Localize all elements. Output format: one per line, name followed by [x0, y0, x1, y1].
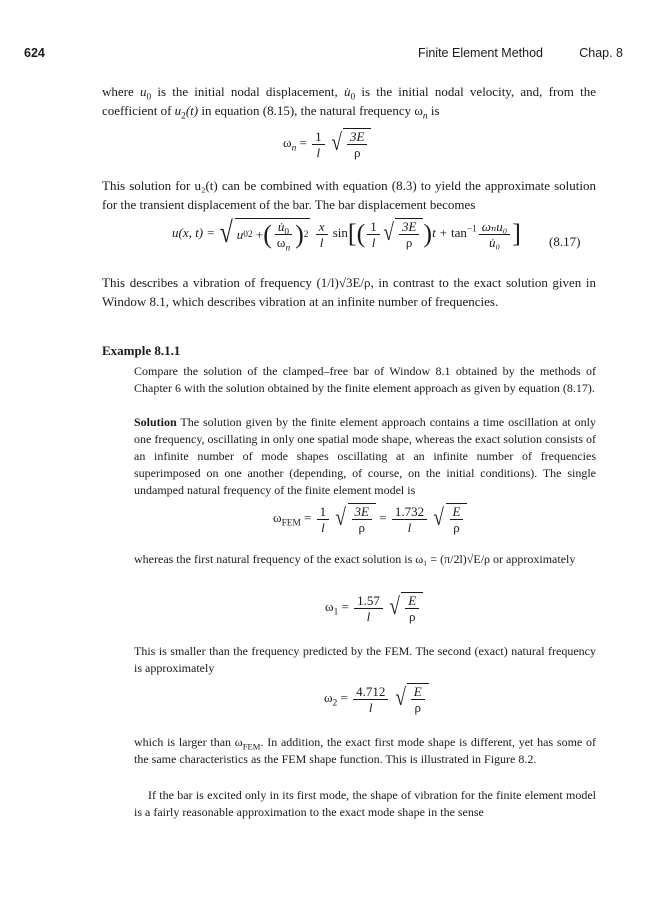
chapter-label: Chap. 8	[579, 46, 623, 60]
paragraph-solution: This solution for u₂(t) can be combined with equation (8.3) to yield the approximate solution for the transient displacement of the bar. The bar displacement becomes	[102, 178, 596, 212]
page-number: 624	[24, 46, 45, 60]
example-larger-text: which is larger than $\omega_{FEM}$. In addition, the exact first mode shape is different, yet has some of the same characteristics as the FEM shape function. This is illustrated in Figure 8.2.	[134, 735, 596, 766]
example-exact-frequency: whereas the first natural frequency of the exact solution is ω₁ = (π/2l)√E/ρ or approximately	[134, 552, 576, 566]
paragraph-intro: where $u_0$ is the initial nodal displacement, $u̇_0$ is the initial nodal velocity, and, from the coefficient of $u_2(t)$ in equation (8.15), the natural frequency $\omega_n$ is	[102, 84, 596, 122]
paragraph-vibration: This describes a vibration of frequency (1/l)√3E/ρ, in contrast to the exact solution given in Window 8.1, which describes vibration at an infinite number of frequencies.	[102, 275, 596, 309]
example-first-mode-text: If the bar is excited only in its first mode, the shape of vibration for the finite element model is a fairly reasonable approximation to the exact mode shape in the sense	[134, 788, 596, 819]
example-statement: Compare the solution of the clamped–free bar of Window 8.1 obtained by the methods of Chapter 6 with the solution obtained by the finite element approach as given by equation (8.17).	[134, 364, 596, 395]
equation-omega-1: $\omega_1$ = $\frac{1.57}{l}$ √ $\frac{E}{\rho}$	[325, 592, 423, 624]
example-smaller-text: This is smaller than the frequency predicted by the FEM. The second (exact) natural frequency is approximately	[134, 644, 596, 675]
example-title: Example 8.1.1	[102, 343, 181, 358]
equation-8-17: u(x, t) = √ u 0 2 + ( $\frac{u̇_0}{\omega_n}$ ) 2 $\frac{x}{l}$ sin[( $\frac{1}{l}$ √ $\frac{3E}{\rho}$ )$t + \tan^{-1}$ $\frac{\text{ωₙu₀}}{\text{u̇₀}}$ ]	[172, 216, 521, 254]
equation-omega-n: $\omega_n$ = $\frac{1}{l}$ √ $\frac{3E}{\rho}$	[283, 128, 371, 160]
equation-omega-fem: $\omega_{FEM}$ = $\frac{1}{l}$ √ $\frac{3E}{\rho}$ = $\frac{1.732}{l}$ √ $\frac{E}{\rho}$	[273, 503, 467, 535]
example-solution: Solution The solution given by the finite element approach contains a time oscillation at only one frequency, oscillating in only one spatial mode shape, whereas the exact solution consists of an infinite number of mode shapes oscillating at an infinite number of frequencies superimposed on one another (depending, of course, on the initial conditions). The single undamped natural frequency of the finite element model is	[134, 415, 596, 497]
running-title: Finite Element Method	[417, 46, 543, 60]
equation-number-8-17: (8.17)	[549, 234, 581, 249]
equation-omega-2: $\omega_2$ = $\frac{4.712}{l}$ √ $\frac{E}{\rho}$	[324, 683, 429, 715]
